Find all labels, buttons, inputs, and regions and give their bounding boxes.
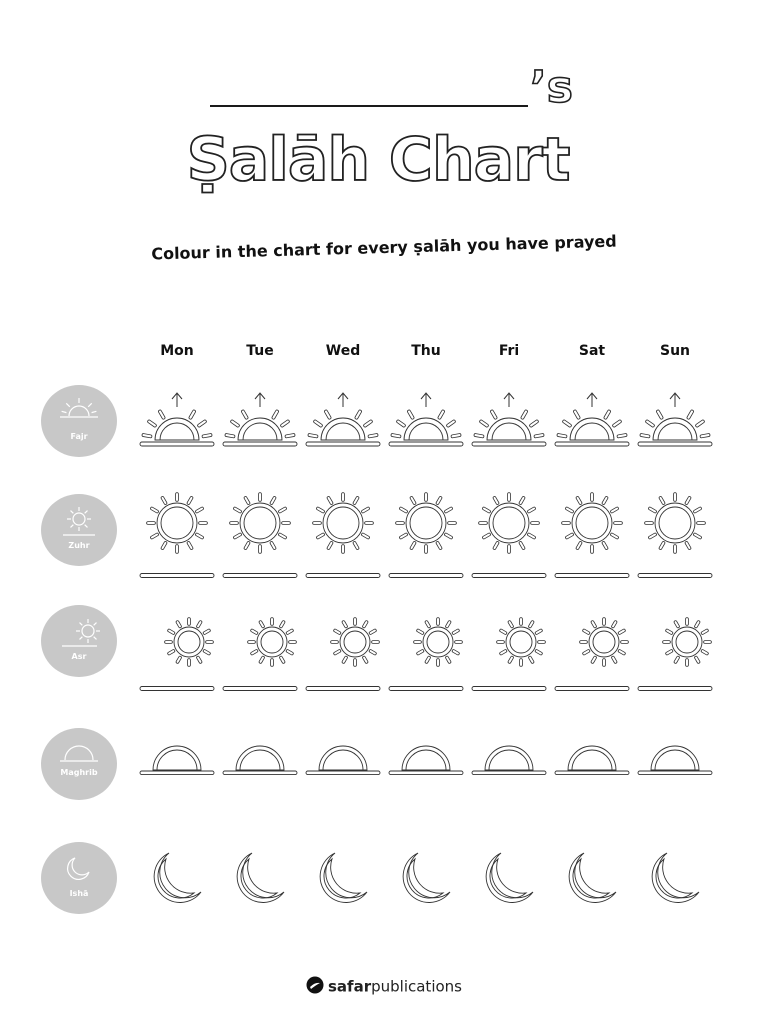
prayer-badge-asr bbox=[41, 605, 117, 677]
horizon-bar bbox=[554, 565, 632, 584]
horizon-bar bbox=[388, 565, 466, 584]
brand-bold: safar bbox=[328, 977, 372, 996]
sunset-cell-icon[interactable] bbox=[469, 740, 549, 784]
prayer-badge-fajr bbox=[41, 385, 117, 457]
horizon-bar bbox=[637, 565, 715, 584]
horizon-bar bbox=[305, 678, 383, 697]
sunrise-cell-icon[interactable] bbox=[635, 389, 715, 457]
day-header-tue: Tue bbox=[246, 343, 274, 359]
sun-high-cell-icon[interactable] bbox=[303, 488, 383, 562]
day-header-thu: Thu bbox=[411, 343, 441, 359]
day-header-mon: Mon bbox=[160, 343, 194, 359]
page-title: Ṣalāh Chart bbox=[186, 125, 570, 195]
horizon-bar bbox=[222, 678, 300, 697]
day-header-sun: Sun bbox=[659, 343, 691, 359]
horizon-bar bbox=[637, 678, 715, 697]
moon-cell-icon[interactable] bbox=[391, 843, 461, 917]
sunrise-cell-icon[interactable] bbox=[137, 389, 217, 457]
sunrise-cell-icon[interactable] bbox=[469, 389, 549, 457]
sun-high-cell-icon[interactable] bbox=[469, 488, 549, 562]
horizon-bar bbox=[471, 678, 549, 697]
sun-low-cell-icon[interactable] bbox=[315, 607, 395, 681]
sun-low-cell-icon[interactable] bbox=[481, 607, 561, 681]
prayer-badge-ish bbox=[41, 842, 117, 914]
horizon-bar bbox=[139, 678, 217, 697]
horizon-bar bbox=[471, 565, 549, 584]
horizon-bar bbox=[305, 565, 383, 584]
horizon-bar bbox=[139, 565, 217, 584]
sun-low-cell-icon[interactable] bbox=[398, 607, 478, 681]
prayer-badge-maghrib bbox=[41, 728, 117, 800]
day-header-wed: Wed bbox=[325, 343, 361, 359]
instructions-text: Colour in the chart for every ṣalāh you have prayed bbox=[151, 231, 617, 264]
moon-cell-icon[interactable] bbox=[142, 843, 212, 917]
horizon-bar bbox=[388, 678, 466, 697]
sunrise-cell-icon[interactable] bbox=[303, 389, 383, 457]
prayer-label: Fajr bbox=[70, 432, 88, 441]
day-header-sat: Sat bbox=[578, 343, 606, 359]
sun-low-cell-icon[interactable] bbox=[149, 607, 229, 681]
sun-low-cell-icon[interactable] bbox=[232, 607, 312, 681]
footer-brand bbox=[0, 976, 768, 998]
moon-cell-icon[interactable] bbox=[640, 843, 710, 917]
moon-cell-icon[interactable] bbox=[474, 843, 544, 917]
safar-logo-icon bbox=[306, 976, 324, 998]
name-possessive: ’s bbox=[530, 62, 573, 113]
horizon-bar bbox=[554, 678, 632, 697]
prayer-label: Zuhr bbox=[68, 541, 90, 550]
brand-light: publications bbox=[371, 977, 462, 996]
sunset-cell-icon[interactable] bbox=[386, 740, 466, 784]
prayer-badge-zuhr bbox=[41, 494, 117, 566]
sun-high-cell-icon[interactable] bbox=[220, 488, 300, 562]
sunset-cell-icon[interactable] bbox=[635, 740, 715, 784]
sunrise-cell-icon[interactable] bbox=[386, 389, 466, 457]
moon-cell-icon[interactable] bbox=[308, 843, 378, 917]
prayer-label: Ishā bbox=[69, 889, 89, 898]
sunset-cell-icon[interactable] bbox=[137, 740, 217, 784]
sunrise-cell-icon[interactable] bbox=[552, 389, 632, 457]
prayer-label: Asr bbox=[71, 652, 87, 661]
name-blank-line[interactable] bbox=[210, 105, 528, 107]
moon-cell-icon[interactable] bbox=[225, 843, 295, 917]
sunset-cell-icon[interactable] bbox=[220, 740, 300, 784]
sun-low-cell-icon[interactable] bbox=[564, 607, 644, 681]
day-header-fri: Fri bbox=[498, 343, 520, 359]
sunrise-cell-icon[interactable] bbox=[220, 389, 300, 457]
sunset-cell-icon[interactable] bbox=[303, 740, 383, 784]
prayer-label: Maghrib bbox=[60, 768, 98, 777]
sun-high-cell-icon[interactable] bbox=[635, 488, 715, 562]
sun-high-cell-icon[interactable] bbox=[552, 488, 632, 562]
sunset-cell-icon[interactable] bbox=[552, 740, 632, 784]
sun-high-cell-icon[interactable] bbox=[386, 488, 466, 562]
sun-high-cell-icon[interactable] bbox=[137, 488, 217, 562]
horizon-bar bbox=[222, 565, 300, 584]
sun-low-cell-icon[interactable] bbox=[647, 607, 727, 681]
moon-cell-icon[interactable] bbox=[557, 843, 627, 917]
